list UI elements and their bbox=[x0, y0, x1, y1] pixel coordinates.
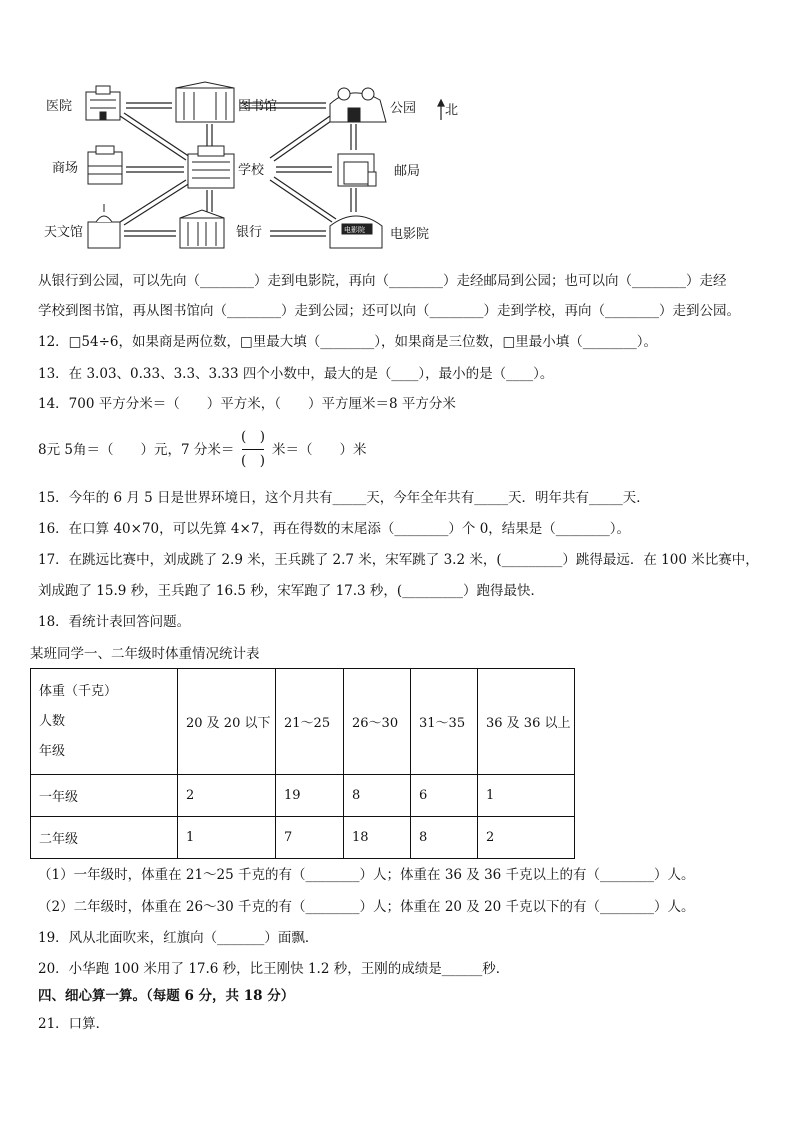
q14-line2a: 8元 5角＝（ ）元，7 分米＝ bbox=[38, 442, 235, 458]
q21: 21．口算． bbox=[38, 1016, 110, 1032]
mall-icon bbox=[88, 146, 122, 184]
bank-icon bbox=[180, 210, 224, 248]
q11-line1: 从银行到公园，可以先向（________）走到电影院，再向（________）走经邮局到公园；也可以向（________）走经 bbox=[38, 273, 727, 289]
label-cinema: 电影院 bbox=[390, 227, 430, 242]
table-cell: 6 bbox=[411, 775, 478, 817]
cinema-sign-text: 电影院 bbox=[344, 226, 365, 234]
header-corner-grade: 年级 bbox=[39, 743, 66, 759]
table-cell: 8 bbox=[411, 817, 478, 859]
fraction-numerator: ( ) bbox=[240, 429, 266, 445]
q20: 20．小华跑 100 米用了 17.6 秒，比王刚快 1.2 秒，王刚的成绩是______秒． bbox=[38, 961, 510, 977]
label-observatory: 天文馆 bbox=[44, 225, 84, 240]
table-cell: 7 bbox=[276, 817, 344, 859]
column-header: 20 及 20 以下 bbox=[178, 669, 276, 775]
cinema-icon bbox=[330, 216, 382, 248]
table-cell: 19 bbox=[276, 775, 344, 817]
hospital-icon bbox=[86, 86, 120, 120]
column-header: 21～25 bbox=[276, 669, 344, 775]
header-corner-count: 人数 bbox=[39, 713, 66, 729]
fraction-denominator: ( ) bbox=[240, 453, 266, 469]
q15: 15．今年的 6 月 5 日是世界环境日，这个月共有_____天，今年全年共有_____天．明年共有_____天． bbox=[38, 490, 650, 506]
table-cell: 18 bbox=[344, 817, 411, 859]
table-title: 某班同学一、二年级时体重情况统计表 bbox=[30, 646, 260, 662]
row-grade: 二年级 bbox=[31, 817, 178, 859]
row-grade: 一年级 bbox=[31, 775, 178, 817]
column-header: 36 及 36 以上 bbox=[478, 669, 575, 775]
header-corner-weight: 体重（千克） bbox=[39, 683, 118, 699]
column-header: 31～35 bbox=[411, 669, 478, 775]
column-header: 26～30 bbox=[344, 669, 411, 775]
label-bank: 银行 bbox=[236, 225, 263, 240]
header-corner bbox=[31, 669, 178, 775]
observatory-icon bbox=[88, 204, 120, 248]
school-icon bbox=[188, 146, 234, 188]
label-post-office: 邮局 bbox=[394, 164, 421, 179]
label-hospital: 医院 bbox=[46, 99, 73, 114]
park-icon bbox=[330, 88, 386, 122]
table-cell: 2 bbox=[478, 817, 575, 859]
fraction bbox=[240, 428, 266, 472]
q18-intro: 18．看统计表回答问题。 bbox=[38, 614, 191, 630]
table-header-row bbox=[31, 669, 575, 775]
label-north: 北 bbox=[445, 103, 459, 118]
q14-line2b: 米＝（ ）米 bbox=[272, 442, 367, 458]
label-mall: 商场 bbox=[52, 161, 79, 176]
q16: 16．在口算 40×70，可以先算 4×7，再在得数的末尾添（________）个 0，结果是（________）。 bbox=[38, 521, 631, 537]
north-arrow-icon bbox=[438, 100, 444, 120]
q11-line2: 学校到图书馆，再从图书馆向（________）走到公园；还可以向（________）走到学校，再向（________）走到公园。 bbox=[38, 303, 740, 319]
table-row bbox=[31, 775, 575, 817]
weight-table bbox=[30, 668, 575, 859]
q13: 13．在 3.03、0.33、3.3、3.33 四个小数中，最大的是（____），最小的是（____）。 bbox=[38, 366, 554, 382]
table-cell: 8 bbox=[344, 775, 411, 817]
q17-line1: 17．在跳远比赛中，刘成跳了 2.9 米，王兵跳了 2.7 米，宋军跳了 3.2 米，(_________）跳得最远．在 100 米比赛中， bbox=[38, 552, 759, 568]
q19: 19．风从北面吹来，红旗向（_______）面飘． bbox=[38, 930, 319, 946]
table-cell: 1 bbox=[478, 775, 575, 817]
table-cell: 2 bbox=[178, 775, 276, 817]
label-school: 学校 bbox=[238, 163, 265, 178]
q12: 12．□54÷6，如果商是两位数，□里最大填（________），如果商是三位数，□里最小填（________）。 bbox=[38, 334, 658, 350]
section-4-heading: 四、细心算一算。（每题 6 分，共 18 分） bbox=[38, 988, 295, 1004]
q18-sub2: （2）二年级时，体重在 26～30 千克的有（________）人；体重在 20 及 20 千克以下的有（________）人。 bbox=[38, 899, 695, 915]
q17-line2: 刘成跑了 15.9 秒，王兵跑了 16.5 秒，宋军跑了 17.3 秒，(_________）跑得最快． bbox=[38, 583, 544, 599]
q18-sub1: （1）一年级时，体重在 21～25 千克的有（________）人；体重在 36 及 36 千克以上的有（________）人。 bbox=[38, 867, 695, 883]
library-icon bbox=[176, 82, 234, 122]
post-office-icon bbox=[338, 154, 376, 186]
q14-line1: 14．700 平方分米＝（ ）平方米，（ ）平方厘米＝8 平方分米 bbox=[38, 396, 456, 412]
location-map bbox=[0, 0, 794, 262]
table-row bbox=[31, 817, 575, 859]
label-library: 图书馆 bbox=[238, 99, 278, 114]
label-park: 公园 bbox=[390, 101, 417, 116]
table-cell: 1 bbox=[178, 817, 276, 859]
